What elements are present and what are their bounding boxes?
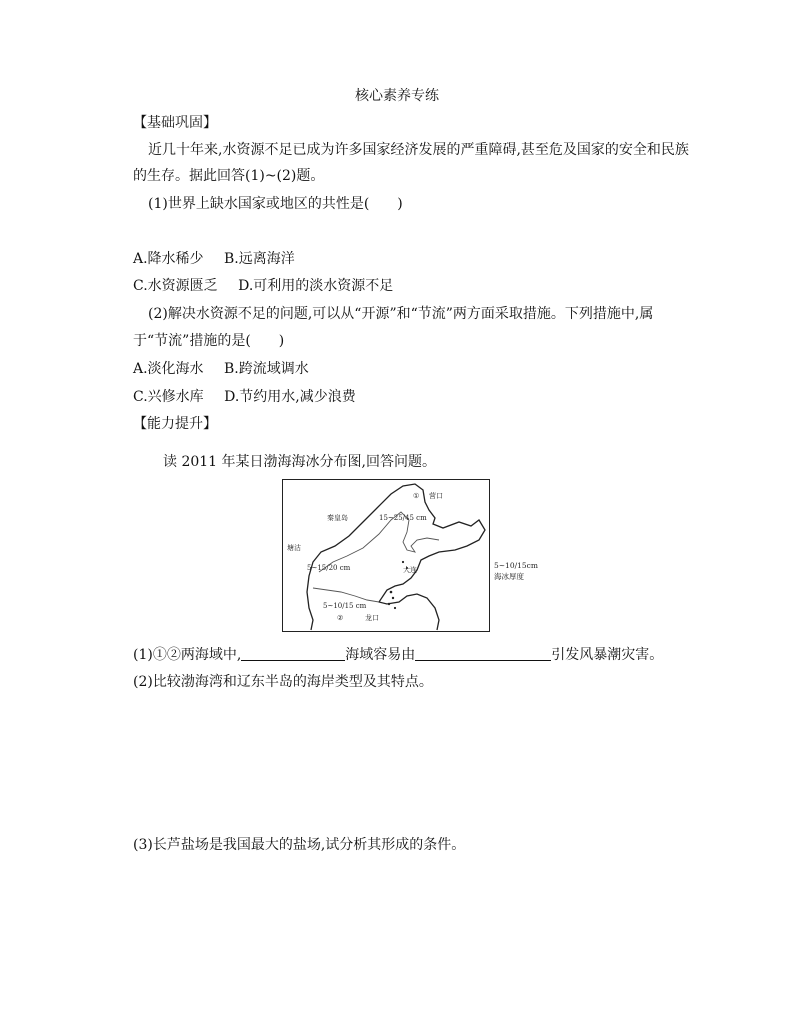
island-dot (388, 603, 390, 605)
option-c: C.水资源匮乏 (133, 278, 218, 294)
map-label-tanggu: 塘沽 (287, 544, 301, 552)
ice-boundary-line (313, 512, 439, 602)
island-dot (402, 561, 404, 563)
option-b: B.跨流域调水 (224, 361, 309, 377)
map-label-thickness-south: 5~10/15 cm (323, 602, 367, 610)
advanced-question-3: (3)长芦盐场是我国最大的盐场,试分析其形成的条件。 (133, 837, 466, 853)
section-heading-basic: 【基础巩固】 (133, 115, 217, 131)
map-label-circle-1: ① (413, 492, 420, 500)
map-label-dalian: 大连 (403, 566, 417, 574)
advanced-intro: 读 2011 年某日渤海海冰分布图,回答问题。 (163, 454, 436, 470)
island-dot (390, 591, 393, 594)
map-label-circle-2: ② (337, 614, 344, 622)
question-1-options-row-2 (133, 276, 393, 296)
map-label-thickness-west: 5~15/20 cm (307, 564, 351, 572)
map-label-yingkou: 营口 (429, 492, 443, 500)
advanced-question-2: (2)比较渤海湾和辽东半岛的海岸类型及其特点。 (133, 674, 433, 690)
map-legend-value: 5~10/15cm (494, 561, 538, 570)
q1-part-c: 引发风暴潮灾害。 (551, 647, 664, 663)
basic-intro-line-1: 近几十年来,水资源不足已成为许多国家经济发展的严重障碍,甚至危及国家的安全和民族 (148, 142, 689, 158)
bohai-sea-ice-map (282, 479, 490, 632)
section-heading-advanced: 【能力提升】 (133, 416, 217, 432)
advanced-question-1 (133, 645, 663, 665)
question-1-options-row-1 (133, 249, 295, 269)
page-title: 核心素养专练 (355, 88, 439, 104)
map-drawing (283, 480, 489, 631)
option-d: D.可利用的淡水资源不足 (238, 278, 394, 294)
basic-intro-line-2: 的生存。据此回答(1)~(2)题。 (133, 168, 325, 184)
map-label-qinhuangdao: 秦皇岛 (327, 514, 348, 522)
island-dot (394, 607, 396, 609)
option-a: A.降水稀少 (133, 251, 204, 267)
q1-part-b: 海域容易由 (345, 647, 416, 663)
map-legend-title: 海冰厚度 (494, 572, 524, 581)
map-label-thickness-north: 15~25/45 cm (379, 514, 427, 522)
option-b: B.远离海洋 (224, 251, 295, 267)
q1-part-a: (1)①②两海域中, (133, 647, 242, 663)
option-d: D.节约用水,减少浪费 (224, 389, 356, 405)
island-dot (392, 597, 394, 599)
question-2-options-row-2 (133, 387, 356, 407)
answer-blank-1[interactable] (241, 645, 345, 661)
question-2-line-1: (2)解决水资源不足的问题,可以从“开源”和“节流”两方面采取措施。下列措施中,属 (148, 306, 654, 322)
answer-blank-2[interactable] (415, 645, 551, 661)
question-2-options-row-1 (133, 359, 309, 379)
option-c: C.兴修水库 (133, 389, 204, 405)
question-2-line-2: 于“节流”措施的是( ) (133, 333, 285, 349)
question-1: (1)世界上缺水国家或地区的共性是( ) (148, 196, 403, 212)
option-a: A.淡化海水 (133, 361, 204, 377)
map-label-longkou: 龙口 (365, 614, 379, 622)
